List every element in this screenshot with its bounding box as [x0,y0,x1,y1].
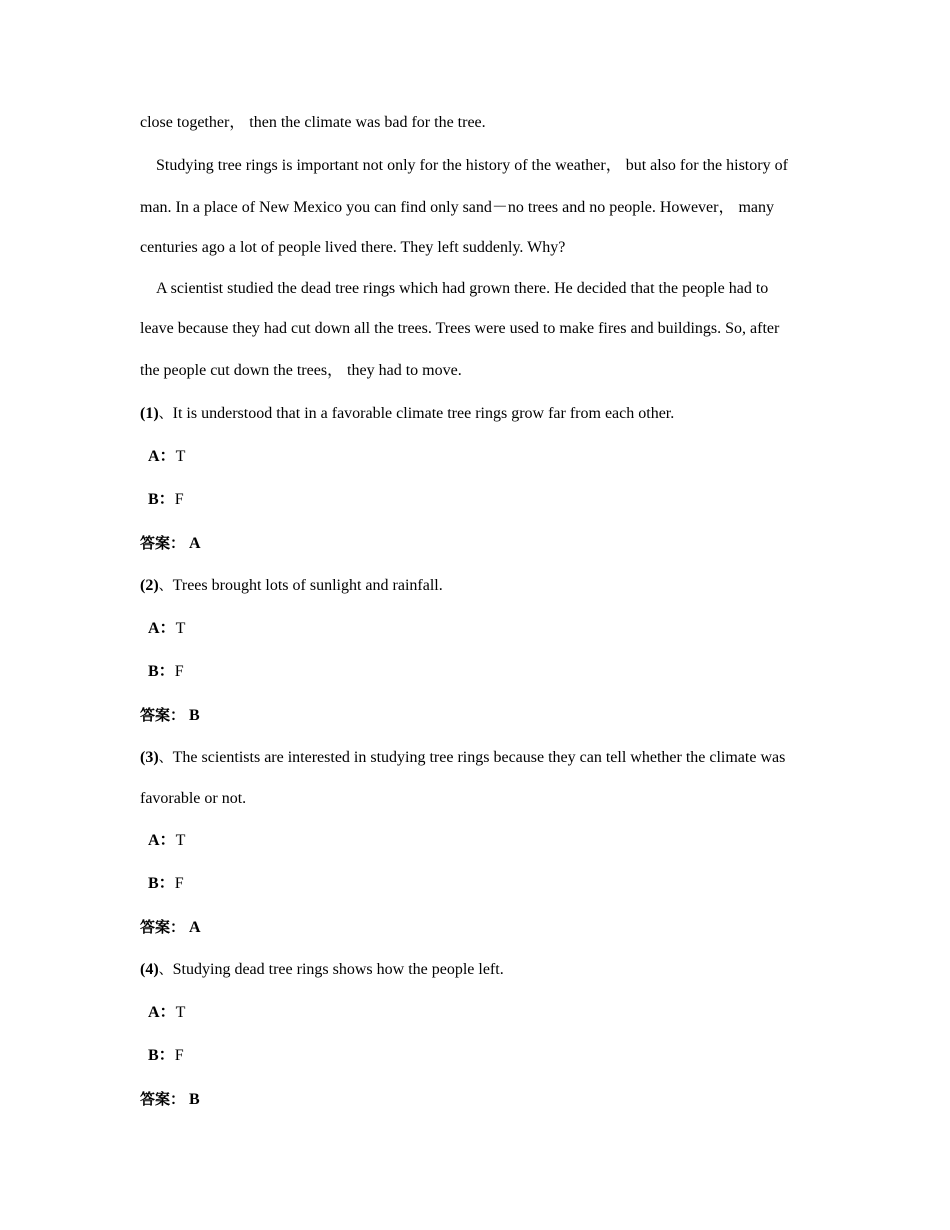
option-label: B： [148,1047,175,1064]
question-4-option-a [148,1003,185,1023]
question-number: (1) [140,405,159,422]
question-1-answer [140,533,201,554]
question-separator: 、 [158,750,173,766]
question-1-stem [140,404,674,424]
answer-label: 答案： [140,534,186,552]
question-3-stem [140,748,785,768]
question-3-option-b [148,874,184,894]
question-text: The scientists are interested in studying tree rings because they can tell whether the climate was [172,749,786,766]
option-text: F [174,1047,184,1064]
question-3-stem-continued: favorable or not. [140,790,247,807]
question-3-answer [140,917,201,938]
question-text: Studying dead tree rings shows how the people left. [172,961,504,978]
question-text: Trees brought lots of sunlight and rainfall. [172,577,443,594]
option-text: F [174,875,184,892]
question-4-answer [140,1089,200,1110]
question-separator: 、 [158,962,173,978]
passage-line: man. In a place of New Mexico you can find only sand－no trees and no people. However， many [140,199,775,216]
answer-value: A [189,535,201,552]
question-separator: 、 [158,578,173,594]
passage-line: Studying tree rings is important not only for the history of the weather， but also for the history of [156,157,788,174]
option-text: T [175,448,186,465]
question-2-stem [140,576,443,596]
question-4-stem [140,960,504,980]
option-text: T [175,1004,186,1021]
option-label: B： [148,875,175,892]
answer-label: 答案： [140,706,186,724]
question-2-option-a [148,619,185,639]
passage-line: the people cut down the trees， they had to move. [140,362,462,379]
question-separator: 、 [158,406,173,422]
option-label: A： [148,448,176,465]
question-2-option-b [148,662,184,682]
option-label: B： [148,663,175,680]
answer-value: B [189,1091,200,1108]
answer-label: 答案： [140,1090,186,1108]
answer-value: B [189,707,200,724]
question-4-option-b [148,1046,184,1066]
answer-label: 答案： [140,918,186,936]
passage-line: A scientist studied the dead tree rings which had grown there. He decided that the people had to [156,280,769,297]
option-text: F [174,663,184,680]
question-number: (3) [140,749,159,766]
question-1-option-a [148,447,185,467]
question-3-option-a [148,831,185,851]
option-text: T [175,620,186,637]
question-number: (4) [140,961,159,978]
answer-value: A [189,919,201,936]
passage-line: close together， then the climate was bad for the tree. [140,114,486,131]
option-text: T [175,832,186,849]
question-1-option-b [148,490,184,510]
option-text: F [174,491,184,508]
question-number: (2) [140,577,159,594]
option-label: B： [148,491,175,508]
question-2-answer [140,705,200,726]
option-label: A： [148,620,176,637]
passage-line: leave because they had cut down all the trees. Trees were used to make fires and buildings. So, after [140,320,780,337]
question-text: It is understood that in a favorable climate tree rings grow far from each other. [172,405,675,422]
option-label: A： [148,1004,176,1021]
passage-line: centuries ago a lot of people lived there. They left suddenly. Why? [140,239,566,256]
option-label: A： [148,832,176,849]
